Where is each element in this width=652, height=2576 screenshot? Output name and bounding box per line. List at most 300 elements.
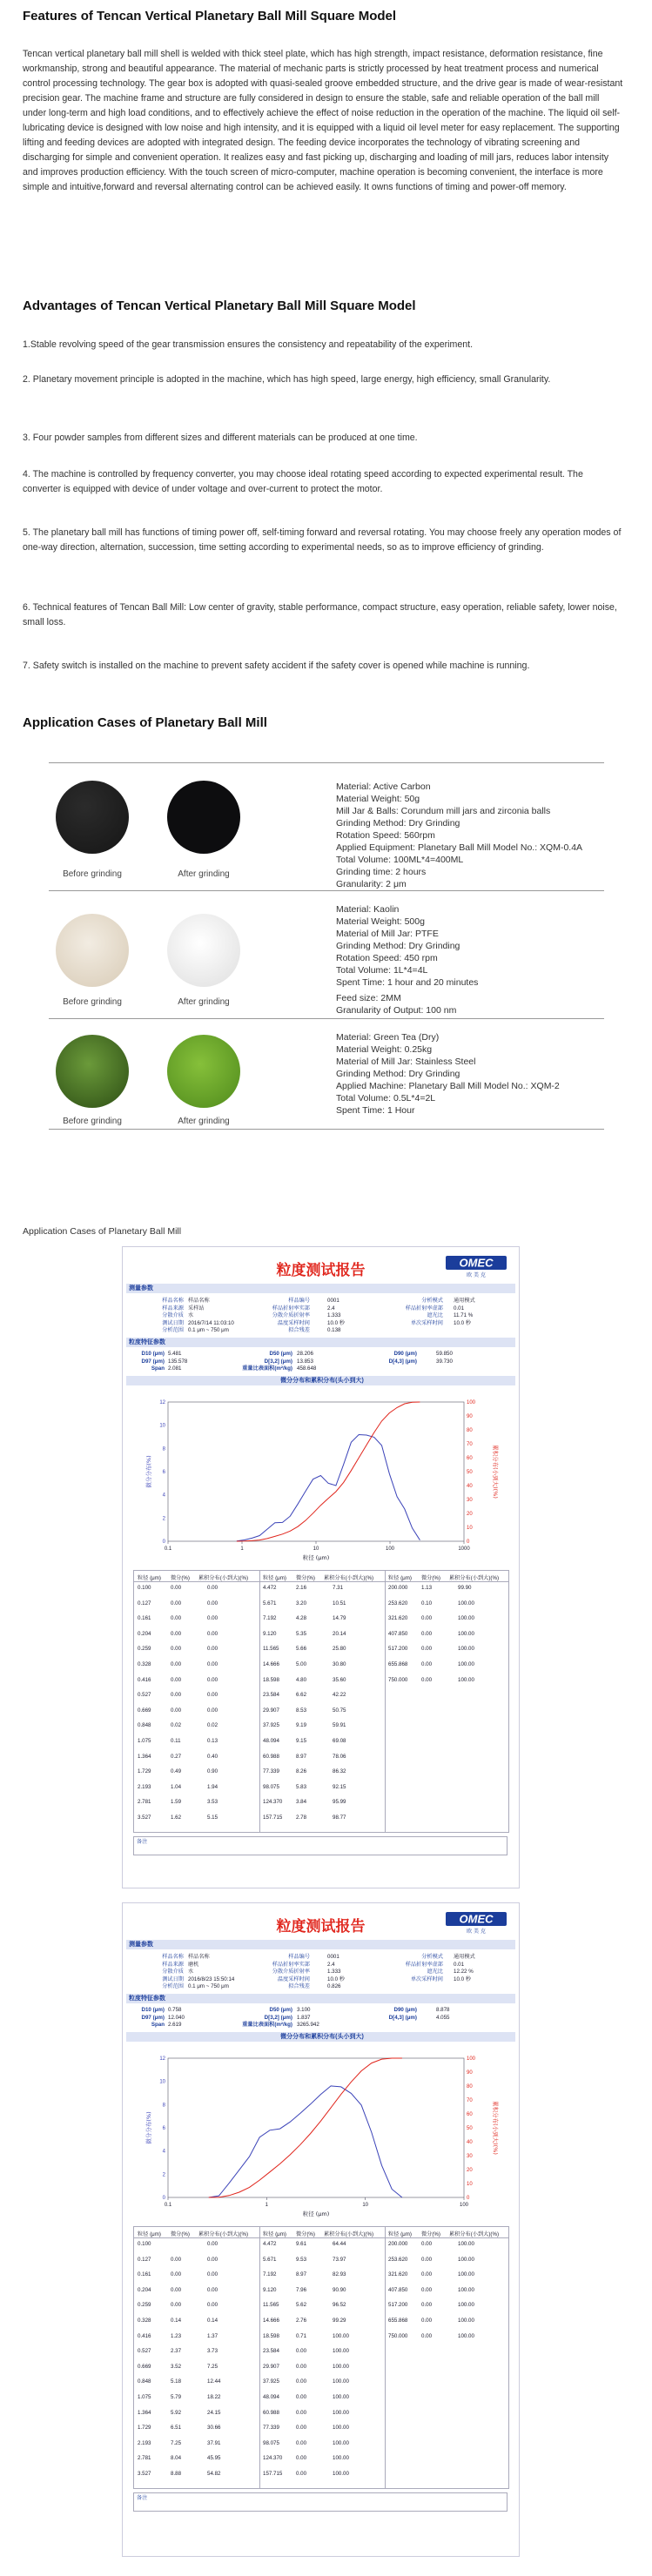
params-section-bar: 测量参数 <box>126 1940 515 1949</box>
table-cell: 0.00 <box>207 1661 218 1667</box>
table-cell: 2.781 <box>138 1799 151 1806</box>
param-value: 通用模式 <box>454 1954 475 1960</box>
table-cell: 98.075 <box>263 2439 279 2446</box>
case-row-2 <box>49 890 604 1018</box>
before-image <box>56 781 129 854</box>
table-cell: 100.00 <box>458 1646 474 1653</box>
table-cell: 0.00 <box>171 2302 182 2309</box>
case-row-3 <box>49 1018 604 1130</box>
table-cell: 3.20 <box>296 1600 307 1607</box>
param-label: 分散介质折射率 <box>272 1969 310 1975</box>
case-info-line: Grinding time: 2 hours <box>336 867 427 877</box>
table-cell: 0.02 <box>207 1722 218 1729</box>
table-cell: 96.52 <box>333 2302 346 2309</box>
y2-tick-label: 10 <box>467 1526 473 1531</box>
param-value: 0.826 <box>327 1983 341 1989</box>
y2-axis-label: 累积分布(小到大)(%) <box>492 2101 499 2155</box>
table-cell: 60.988 <box>263 1753 279 1760</box>
table-header-cell: 累积分布(小到大)(%) <box>324 1575 374 1581</box>
param-value: 2016/8/23 15:50:14 <box>188 1976 235 1982</box>
y2-tick-label: 90 <box>467 2070 473 2076</box>
table-cell: 0.00 <box>421 1630 433 1637</box>
param-value: 水 <box>188 1969 194 1975</box>
table-cell: 64.44 <box>333 2241 346 2247</box>
y2-tick-label: 80 <box>467 2084 473 2090</box>
table-header-cell: 微分(%) <box>296 2231 315 2237</box>
table-cell: 8.04 <box>171 2455 182 2462</box>
param-label: 样品折射率实部 <box>272 1305 310 1311</box>
table-cell: 9.19 <box>296 1722 307 1729</box>
feature-label: D50 (μm) <box>269 2007 292 2013</box>
param-label: 样品来源 <box>162 1305 184 1311</box>
table-cell: 98.77 <box>333 1815 346 1821</box>
distribution-chart <box>142 2051 499 2221</box>
case-info-line: Material: Active Carbon <box>336 782 431 792</box>
feature-value: 28.206 <box>297 1351 313 1357</box>
table-cell: 29.907 <box>263 2363 279 2370</box>
table-cell: 37.925 <box>263 1722 279 1729</box>
table-cell: 100.00 <box>333 2394 349 2400</box>
table-cell: 86.32 <box>333 1768 346 1775</box>
case-info-line: Material Weight: 500g <box>336 916 425 927</box>
table-cell: 1.364 <box>138 2409 151 2416</box>
table-cell: 0.669 <box>138 2363 151 2370</box>
table-cell: 3.53 <box>207 1799 218 1806</box>
table-cell: 95.99 <box>333 1799 346 1806</box>
param-label: 样品名称 <box>162 1954 184 1960</box>
table-cell: 23.584 <box>263 1692 279 1699</box>
table-cell: 0.00 <box>207 2302 218 2309</box>
advantages-heading: Advantages of Tencan Vertical Planetary Ball Mill Square Model <box>23 299 416 313</box>
param-label: 样品折射率虚部 <box>405 1961 443 1968</box>
param-value: 水 <box>188 1312 194 1318</box>
param-label: 样品名称 <box>162 1298 184 1304</box>
table-cell: 69.08 <box>333 1738 346 1744</box>
table-cell: 11.565 <box>263 1646 279 1653</box>
param-label: 遮光比 <box>427 1312 443 1318</box>
cases-heading: Application Cases of Planetary Ball Mill <box>23 715 267 730</box>
y-tick-label: 6 <box>162 2126 165 2131</box>
table-cell: 8.53 <box>296 1707 307 1714</box>
table-cell: 0.848 <box>138 2378 151 2385</box>
table-cell: 0.00 <box>421 2256 433 2263</box>
y-tick-label: 8 <box>162 1446 165 1452</box>
table-cell: 0.90 <box>207 1768 218 1775</box>
table-cell: 1.04 <box>171 1783 182 1790</box>
table-cell: 0.00 <box>296 2455 307 2462</box>
remarks-label: 备注 <box>137 2495 148 2501</box>
feature-value: 2.619 <box>168 2022 182 2028</box>
table-cell: 0.328 <box>138 1661 151 1667</box>
param-value: 0001 <box>327 1954 339 1960</box>
y2-tick-label: 20 <box>467 1512 473 1517</box>
table-cell: 0.00 <box>421 1661 433 1667</box>
advantage-item: 6. Technical features of Tencan Ball Mill: Low center of gravity, stable performance, compact structure, easy operation, reliable safety, lower noise, small loss. <box>23 602 617 627</box>
table-cell: 48.094 <box>263 2394 279 2400</box>
table-cell: 100.00 <box>458 2332 474 2339</box>
table-cell: 0.00 <box>421 2318 433 2324</box>
param-value: 样品名称 <box>188 1298 210 1304</box>
table-cell: 7.31 <box>333 1585 344 1591</box>
plot-frame <box>168 1402 464 1541</box>
table-header-cell: 微分(%) <box>171 1575 190 1581</box>
table-cell: 100.00 <box>458 1600 474 1607</box>
table-cell: 750.000 <box>388 2332 408 2339</box>
table-cell: 4.28 <box>296 1615 307 1622</box>
before-image <box>56 914 129 987</box>
x-tick-label: 1000 <box>458 1546 470 1552</box>
table-header-cell: 粒径 (μm) <box>138 1575 161 1581</box>
table-cell: 0.00 <box>171 1661 182 1667</box>
table-cell: 0.11 <box>171 1738 181 1744</box>
param-label: 遮光比 <box>427 1969 443 1975</box>
plot-frame <box>168 2058 464 2197</box>
feature-value: 5.481 <box>168 1351 182 1357</box>
table-cell: 321.620 <box>388 1615 408 1622</box>
table-cell: 5.66 <box>296 1646 307 1653</box>
table-cell: 200.000 <box>388 1585 408 1591</box>
table-header-rule <box>134 1581 508 1582</box>
table-cell: 50.75 <box>333 1707 346 1714</box>
table-cell: 1.364 <box>138 1753 151 1760</box>
table-cell: 407.850 <box>388 1630 408 1637</box>
table-cell: 0.00 <box>421 1615 433 1622</box>
table-cell: 73.97 <box>333 2256 346 2263</box>
table-header-cell: 累积分布(小到大)(%) <box>198 2231 249 2237</box>
table-cell: 0.00 <box>296 2378 307 2385</box>
table-cell: 9.120 <box>263 1630 277 1637</box>
table-cell: 14.666 <box>263 1661 279 1667</box>
x-tick-label: 100 <box>459 2203 469 2208</box>
y2-tick-label: 20 <box>467 2168 473 2173</box>
table-cell: 0.259 <box>138 1646 151 1653</box>
y2-tick-label: 60 <box>467 2112 473 2117</box>
table-cell: 0.00 <box>421 2271 433 2278</box>
table-cell: 0.10 <box>421 1600 433 1607</box>
table-header-cell: 微分(%) <box>171 2231 190 2237</box>
cases-caption-2: Application Cases of Planetary Ball Mill <box>23 1226 182 1237</box>
after-caption: After grinding <box>178 869 230 879</box>
feature-label: D90 (μm) <box>393 1351 417 1357</box>
table-cell: 14.666 <box>263 2318 279 2324</box>
differential-series-line <box>237 1435 420 1541</box>
feature-label: Span <box>151 1365 165 1372</box>
case-info-line: Material of Mill Jar: Stainless Steel <box>336 1057 476 1067</box>
table-cell: 82.93 <box>333 2271 346 2278</box>
table-cell: 3.527 <box>138 2471 151 2477</box>
table-cell: 100.00 <box>333 2455 349 2462</box>
table-cell: 100.00 <box>458 2271 474 2278</box>
feature-value: 3.100 <box>297 2007 311 2013</box>
param-value: 样品名称 <box>188 1954 210 1960</box>
table-cell: 0.00 <box>207 1630 218 1637</box>
omec-logo <box>446 1912 507 1935</box>
table-cell: 10.51 <box>333 1600 346 1607</box>
svg-text:欧 美 克: 欧 美 克 <box>467 1929 486 1935</box>
y2-tick-label: 50 <box>467 1470 473 1475</box>
table-cell: 0.00 <box>171 1707 182 1714</box>
omec-logo <box>446 1256 507 1278</box>
table-cell: 1.075 <box>138 1738 151 1744</box>
param-value: 0.138 <box>327 1327 341 1333</box>
param-label: 测试日期 <box>162 1319 184 1326</box>
table-cell: 20.14 <box>333 1630 346 1637</box>
table-cell: 8.97 <box>296 2271 307 2278</box>
advantage-item: 4. The machine is controlled by frequency converter, you may choose ideal rotating speed according to expected experimental result. The converter is equipped with device of under voltage and over-current to protect the motor. <box>23 469 583 494</box>
table-cell: 35.60 <box>333 1676 346 1683</box>
table-cell: 2.193 <box>138 1783 151 1790</box>
feature-value: 13.853 <box>297 1358 313 1365</box>
table-cell: 18.598 <box>263 2332 279 2339</box>
table-cell: 0.259 <box>138 2302 151 2309</box>
table-cell: 1.13 <box>421 1585 433 1591</box>
table-cell: 124.370 <box>263 2455 283 2462</box>
case-info-line: Grinding Method: Dry Grinding <box>336 1069 460 1079</box>
x-axis-label: 粒径 (μm) <box>302 2210 330 2217</box>
y-tick-label: 6 <box>162 1470 165 1475</box>
table-cell: 100.00 <box>458 1630 474 1637</box>
table-cell: 655.868 <box>388 2318 408 2324</box>
table-cell: 98.075 <box>263 1783 279 1790</box>
table-cell: 8.97 <box>296 1753 307 1760</box>
feature-label: 重量比表面积(m²/kg) <box>242 2022 292 2028</box>
table-cell: 0.527 <box>138 1692 151 1699</box>
table-cell: 0.00 <box>421 1646 433 1653</box>
y2-tick-label: 70 <box>467 1442 473 1447</box>
param-value: 10.0 秒 <box>327 1976 345 1982</box>
table-cell: 78.06 <box>333 1753 346 1760</box>
y-tick-label: 0 <box>162 2196 165 2201</box>
x-tick-label: 1 <box>265 2203 269 2208</box>
param-value: 10.0 秒 <box>454 1976 471 1982</box>
table-cell: 37.925 <box>263 2378 279 2385</box>
table-cell: 0.00 <box>421 2332 433 2339</box>
table-cell: 2.16 <box>296 1585 307 1591</box>
table-cell: 321.620 <box>388 2271 408 2278</box>
table-cell: 77.339 <box>263 1768 279 1775</box>
case-info-line: Total Volume: 0.5L*4=2L <box>336 1093 436 1104</box>
case-info-line: Total Volume: 1L*4=4L <box>336 965 428 976</box>
table-header-cell: 粒径 (μm) <box>263 1575 286 1581</box>
y-tick-label: 4 <box>162 1493 165 1499</box>
param-value: 采样站 <box>188 1305 205 1311</box>
table-cell: 3.84 <box>296 1799 307 1806</box>
param-label: 分析范围 <box>162 1327 184 1333</box>
table-cell: 100.00 <box>458 1676 474 1683</box>
param-label: 分散介质 <box>162 1312 184 1318</box>
feature-label: Span <box>151 2022 165 2028</box>
case-info <box>336 781 582 890</box>
y-tick-label: 12 <box>159 1400 165 1405</box>
report-title: 粒度测试报告 <box>276 1918 366 1935</box>
table-cell: 100.00 <box>333 2363 349 2370</box>
table-cell: 25.80 <box>333 1646 346 1653</box>
table-cell: 100.00 <box>333 2332 349 2339</box>
table-cell: 8.88 <box>171 2471 182 2477</box>
x-tick-label: 100 <box>385 1546 395 1552</box>
case-info-line: Grinding Method: Dry Grinding <box>336 941 460 951</box>
feature-value: 59.850 <box>436 1351 453 1357</box>
table-cell: 60.988 <box>263 2409 279 2416</box>
after-image <box>167 1035 240 1108</box>
table-cell: 77.339 <box>263 2425 279 2432</box>
table-cell: 1.729 <box>138 2425 151 2432</box>
table-cell: 14.79 <box>333 1615 346 1622</box>
table-cell: 1.23 <box>171 2332 182 2339</box>
before-image <box>56 1035 129 1108</box>
table-divider <box>385 1571 386 1832</box>
table-cell: 0.00 <box>171 2256 182 2263</box>
case-info-line: Material of Mill Jar: PTFE <box>336 929 439 939</box>
table-cell: 655.868 <box>388 1661 408 1667</box>
table-cell: 5.62 <box>296 2302 307 2309</box>
after-image <box>167 781 240 854</box>
differential-series-line <box>209 2086 402 2197</box>
features-heading: Features of Tencan Vertical Planetary Ball Mill Square Model <box>23 9 397 23</box>
table-cell: 3.52 <box>171 2363 182 2370</box>
case-info-line: Granularity: 2 μm <box>336 879 407 889</box>
table-cell: 24.15 <box>207 2409 221 2416</box>
case-info-line: Applied Equipment: Planetary Ball Mill Model No.: XQM-0.4A <box>336 842 583 853</box>
table-cell: 0.00 <box>207 1646 218 1653</box>
feature-value: 39.730 <box>436 1358 453 1365</box>
table-cell: 253.620 <box>388 2256 408 2263</box>
table-cell: 0.00 <box>421 2302 433 2309</box>
table-cell: 0.161 <box>138 2271 151 2278</box>
table-cell: 0.00 <box>421 1676 433 1683</box>
table-cell: 59.91 <box>333 1722 346 1729</box>
table-header-cell: 累积分布(小到大)(%) <box>324 2231 374 2237</box>
table-cell: 0.00 <box>207 1692 218 1699</box>
table-cell: 407.850 <box>388 2286 408 2293</box>
param-label: 分析范围 <box>162 1983 184 1989</box>
after-image <box>167 914 240 987</box>
table-cell: 0.00 <box>207 1615 218 1622</box>
y2-tick-label: 10 <box>467 2182 473 2187</box>
table-cell: 0.49 <box>171 1768 182 1775</box>
svg-text:OMEC: OMEC <box>459 1912 494 1926</box>
table-cell: 0.204 <box>138 1630 151 1637</box>
table-cell: 100.00 <box>458 2241 474 2247</box>
table-cell: 0.00 <box>171 2271 182 2278</box>
param-value: 2.4 <box>327 1305 335 1311</box>
advantage-item: 7. Safety switch is installed on the machine to prevent safety accident if the safety cover is opened while machine is running. <box>23 661 530 671</box>
table-cell: 0.02 <box>171 1722 182 1729</box>
param-value: 2.4 <box>327 1961 335 1968</box>
table-cell: 0.00 <box>296 2409 307 2416</box>
x-tick-label: 1 <box>240 1546 244 1552</box>
table-divider <box>385 2227 386 2488</box>
table-cell: 1.62 <box>171 1815 182 1821</box>
case-info-line: Material Weight: 0.25kg <box>336 1044 433 1055</box>
y-tick-label: 8 <box>162 2103 165 2109</box>
table-cell: 0.00 <box>171 1615 182 1622</box>
remarks-label: 备注 <box>137 1839 148 1845</box>
table-cell: 0.416 <box>138 1676 151 1683</box>
table-cell: 1.729 <box>138 1768 151 1775</box>
table-cell: 100.00 <box>458 1661 474 1667</box>
table-cell: 4.472 <box>263 1585 277 1591</box>
feature-label: D90 (μm) <box>393 2007 417 2013</box>
table-cell: 3.527 <box>138 1815 151 1821</box>
y-axis-label: 微分分布(%) <box>145 2111 152 2144</box>
feature-value: 0.758 <box>168 2007 182 2013</box>
y2-tick-label: 80 <box>467 1428 473 1433</box>
table-cell: 37.91 <box>207 2439 221 2446</box>
param-label: 分散介质折射率 <box>272 1312 310 1318</box>
size-distribution-table <box>133 1570 509 1833</box>
table-cell: 0.00 <box>171 1676 182 1683</box>
table-cell: 0.14 <box>171 2318 182 2324</box>
param-label: 温度采样时间 <box>277 1319 310 1326</box>
table-cell: 517.200 <box>388 1646 408 1653</box>
table-cell: 0.00 <box>296 2471 307 2477</box>
param-value: 0.1 μm ~ 750 μm <box>188 1983 229 1989</box>
feature-value: 458.648 <box>297 1365 317 1372</box>
table-cell: 30.80 <box>333 1661 346 1667</box>
table-cell: 100.00 <box>458 2302 474 2309</box>
features-section-bar: 粒度特征参数 <box>126 1338 515 1347</box>
param-value: 通用模式 <box>454 1298 475 1304</box>
y2-tick-label: 30 <box>467 1498 473 1503</box>
table-cell: 5.15 <box>207 1815 218 1821</box>
table-cell: 0.00 <box>171 1630 182 1637</box>
cases-table <box>49 762 604 1189</box>
table-cell: 0.204 <box>138 2286 151 2293</box>
table-cell: 0.127 <box>138 2256 151 2263</box>
y2-tick-label: 30 <box>467 2154 473 2159</box>
y-tick-label: 2 <box>162 1516 165 1522</box>
feature-label: D97 (μm) <box>141 1358 165 1365</box>
case-row-1 <box>49 762 604 890</box>
table-cell: 7.192 <box>263 2271 277 2278</box>
params-section-bar: 测量参数 <box>126 1284 515 1293</box>
y2-tick-label: 90 <box>467 1414 473 1419</box>
table-cell: 6.51 <box>171 2425 182 2432</box>
table-cell: 4.472 <box>263 2241 277 2247</box>
particle-report-1 <box>122 1246 520 1888</box>
omec-logo-icon <box>446 1912 507 1935</box>
param-label: 分析模式 <box>421 1954 443 1960</box>
table-cell: 100.00 <box>458 2318 474 2324</box>
table-cell: 5.00 <box>296 1661 307 1667</box>
table-cell: 5.671 <box>263 1600 277 1607</box>
table-cell: 0.00 <box>171 1600 182 1607</box>
table-cell: 0.00 <box>296 2363 307 2370</box>
report-title: 粒度测试报告 <box>276 1262 366 1279</box>
table-header-cell: 微分(%) <box>296 1575 315 1581</box>
table-cell: 0.00 <box>207 1585 218 1591</box>
table-cell: 0.00 <box>207 2271 218 2278</box>
table-cell: 5.92 <box>171 2409 182 2416</box>
table-cell: 0.00 <box>421 2286 433 2293</box>
param-value: 12.22 % <box>454 1969 474 1975</box>
y-tick-label: 10 <box>159 1423 165 1429</box>
feature-value: 2.081 <box>168 1365 182 1372</box>
table-header-cell: 累积分布(小到大)(%) <box>198 1575 249 1581</box>
param-label: 样品来源 <box>162 1961 184 1968</box>
table-cell: 0.100 <box>138 2241 151 2247</box>
table-cell: 0.100 <box>138 1585 151 1591</box>
table-cell: 253.620 <box>388 1600 408 1607</box>
feature-value: 135.578 <box>168 1358 188 1365</box>
param-label: 拟合残差 <box>288 1983 310 1989</box>
table-cell: 18.598 <box>263 1676 279 1683</box>
table-cell: 8.26 <box>296 1768 307 1775</box>
param-label: 样品编号 <box>288 1298 310 1304</box>
feature-value: 8.878 <box>436 2007 450 2013</box>
advantage-item: 5. The planetary ball mill has functions of timing power off, self-timing forward and reversal rotating. You may choose freely any operation modes of one-way direction, alternation, succession, time setting according to experimental needs, so as to improve efficiency of grinding. <box>23 527 622 553</box>
